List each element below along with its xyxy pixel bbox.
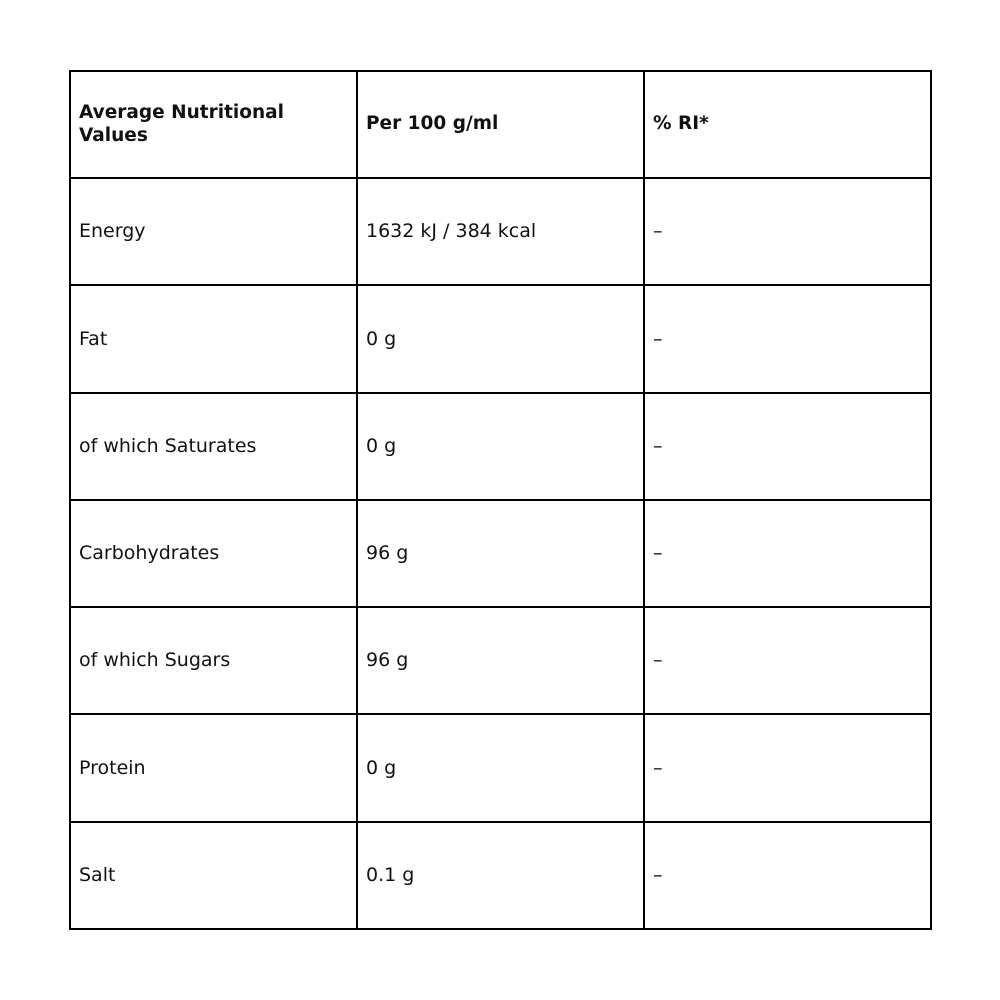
nutrient-ri: – — [644, 393, 931, 500]
nutrient-ri: – — [644, 500, 931, 607]
header-row — [70, 71, 931, 178]
table-row — [70, 178, 931, 285]
nutrient-name: Carbohydrates — [70, 500, 357, 607]
nutrient-name: of which Saturates — [70, 393, 357, 500]
nutrient-name: Salt — [70, 822, 357, 929]
nutrient-amount: 0.1 g — [357, 822, 644, 929]
nutrient-name: Energy — [70, 178, 357, 285]
header-ri: % RI* — [644, 71, 931, 178]
nutrient-name: Protein — [70, 714, 357, 821]
table-row — [70, 500, 931, 607]
table-row — [70, 393, 931, 500]
table-body — [70, 178, 931, 929]
nutrient-amount: 0 g — [357, 393, 644, 500]
table-row — [70, 714, 931, 821]
nutrient-name: of which Sugars — [70, 607, 357, 714]
header-nutrient: Average Nutritional Values — [70, 71, 357, 178]
nutrient-ri: – — [644, 178, 931, 285]
nutrient-amount: 96 g — [357, 607, 644, 714]
table-row — [70, 285, 931, 392]
nutrient-amount: 0 g — [357, 285, 644, 392]
table-row — [70, 822, 931, 929]
nutrient-name: Fat — [70, 285, 357, 392]
nutrient-ri: – — [644, 822, 931, 929]
header-per-100: Per 100 g/ml — [357, 71, 644, 178]
nutrient-amount: 1632 kJ / 384 kcal — [357, 178, 644, 285]
nutrient-ri: – — [644, 285, 931, 392]
nutrition-table — [69, 70, 932, 930]
nutrient-ri: – — [644, 607, 931, 714]
nutrient-amount: 0 g — [357, 714, 644, 821]
nutrient-amount: 96 g — [357, 500, 644, 607]
nutrient-ri: – — [644, 714, 931, 821]
table-row — [70, 607, 931, 714]
table-header — [70, 71, 931, 178]
